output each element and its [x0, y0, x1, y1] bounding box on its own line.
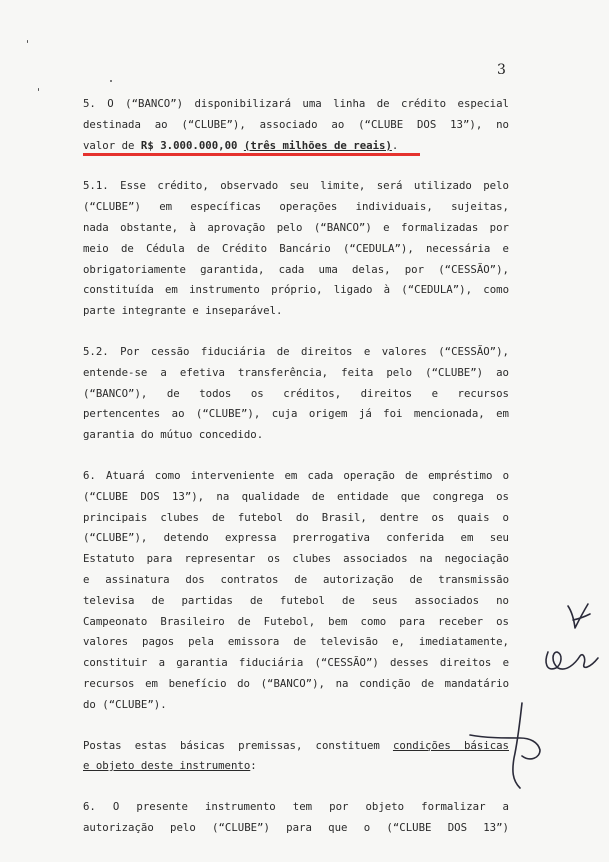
handwritten-initial-mark — [573, 614, 590, 620]
clause-6-line: do (“CLUBE”). — [83, 697, 167, 711]
clause-6-line: Estatuto para representar os clubes associados na negociação — [83, 552, 509, 566]
handwritten-initial-mark — [546, 652, 598, 669]
scan-speck — [27, 40, 28, 43]
clause-6b — [83, 797, 509, 839]
clause-5-1-line: parte integrante e inseparável. — [83, 304, 283, 318]
clause-5-1-line: nada obstante, à aprovação pelo (“BANCO”) e formalizadas por — [83, 220, 509, 234]
clause-5-1-line: (“CLUBE”) em específicas operações individuais, sujeitas, — [83, 200, 509, 214]
clause-5-2-line: garantia do mútuo concedido. — [83, 428, 264, 442]
clause-6b-line: autorização pelo (“CLUBE”) para que o (“CLUBE DOS 13”) — [83, 820, 509, 834]
clause-6b-line: 6. O presente instrumento tem por objeto formalizar a — [83, 800, 509, 814]
sentence-end: . — [391, 138, 399, 152]
clause-5-2-line: entende-se a efetiva transferência, feita pelo (“CLUBE”) ao — [83, 365, 509, 379]
premises-line-2 — [83, 756, 509, 777]
premises — [83, 736, 509, 778]
clause-5-2 — [83, 342, 509, 446]
handwritten-bracket-mark — [513, 703, 522, 788]
premises-line-1 — [83, 736, 509, 757]
clause-5-2-line: 5.2. Por cessão fiduciária de direitos e valores (“CESSÃO”), — [83, 344, 509, 358]
clause-5-1-line: obrigatoriamente garantida, cada uma delas, por (“CESSÃO”), — [83, 262, 509, 276]
premises-text: Postas estas básicas premissas, constituem — [83, 738, 393, 752]
clause-6-line: e assinatura dos contratos de autorização de transmissão — [83, 572, 509, 586]
clause-6-line: 6. Atuará como interveniente em cada operação de empréstimo o — [83, 468, 509, 482]
clause-5-line-2: destinada ao (“CLUBE”), associado ao (“CLUBE DOS 13”), no — [83, 117, 509, 131]
page-number: 3 — [497, 62, 506, 78]
clause-6-line: recursos em benefício do (“BANCO”), na condição de mandatário — [83, 676, 509, 690]
clause-6-line: constituir a garantia fiduciária (“CESSÃO”) desses direitos e — [83, 656, 509, 670]
clause-6-line: valores pagos pela emissora de televisão e, imediatamente, — [83, 635, 509, 649]
premises-underlined-text: e objeto deste instrumento — [83, 759, 251, 773]
document-body — [83, 94, 509, 839]
clause-6-line: Campeonato Brasileiro de Futebol, bem como para receber os — [83, 614, 509, 628]
clause-6-line: televisa de partidas de futebol de seus associados no — [83, 593, 509, 607]
red-highlight-underline — [83, 153, 420, 156]
scan-speck — [110, 80, 112, 82]
clause-5-line-1: 5. O (“BANCO”) disponibilizará uma linha de crédito especial — [83, 97, 509, 110]
clause-5-2-line: (“BANCO”), de todos os créditos, direitos e recursos — [83, 386, 509, 400]
clause-5-1-line: constituída em instrumento próprio, ligado à (“CEDULA”), como — [83, 283, 509, 297]
handwritten-initial-mark — [568, 604, 588, 628]
clause-6-line: principais clubes de futebol do Brasil, dentre os quais o — [83, 510, 509, 524]
clause-5 — [83, 94, 509, 156]
value-label: valor de — [83, 138, 141, 152]
premises-underlined-text: condições básicas — [392, 738, 509, 752]
clause-6-line: (“CLUBE DOS 13”), na qualidade de entidade que congrega os — [83, 489, 509, 503]
clause-5-1 — [83, 176, 509, 322]
clause-6-line: (“CLUBE”), detendo expressa prerrogativa conferida em seu — [83, 531, 509, 545]
credit-amount: R$ 3.000.000,00 — [140, 138, 238, 152]
premises-colon: : — [250, 759, 257, 773]
clause-5-2-line: pertencentes ao (“CLUBE”), cuja origem já foi mencionada, em — [83, 407, 509, 421]
credit-amount-words: (três milhões de reais) — [243, 138, 392, 152]
scan-speck — [38, 88, 39, 91]
clause-5-1-line: meio de Cédula de Crédito Bancário (“CEDULA”), necessária e — [83, 241, 509, 255]
clause-5-1-line: 5.1. Esse crédito, observado seu limite, será utilizado pelo — [83, 179, 509, 193]
clause-6 — [83, 466, 509, 716]
